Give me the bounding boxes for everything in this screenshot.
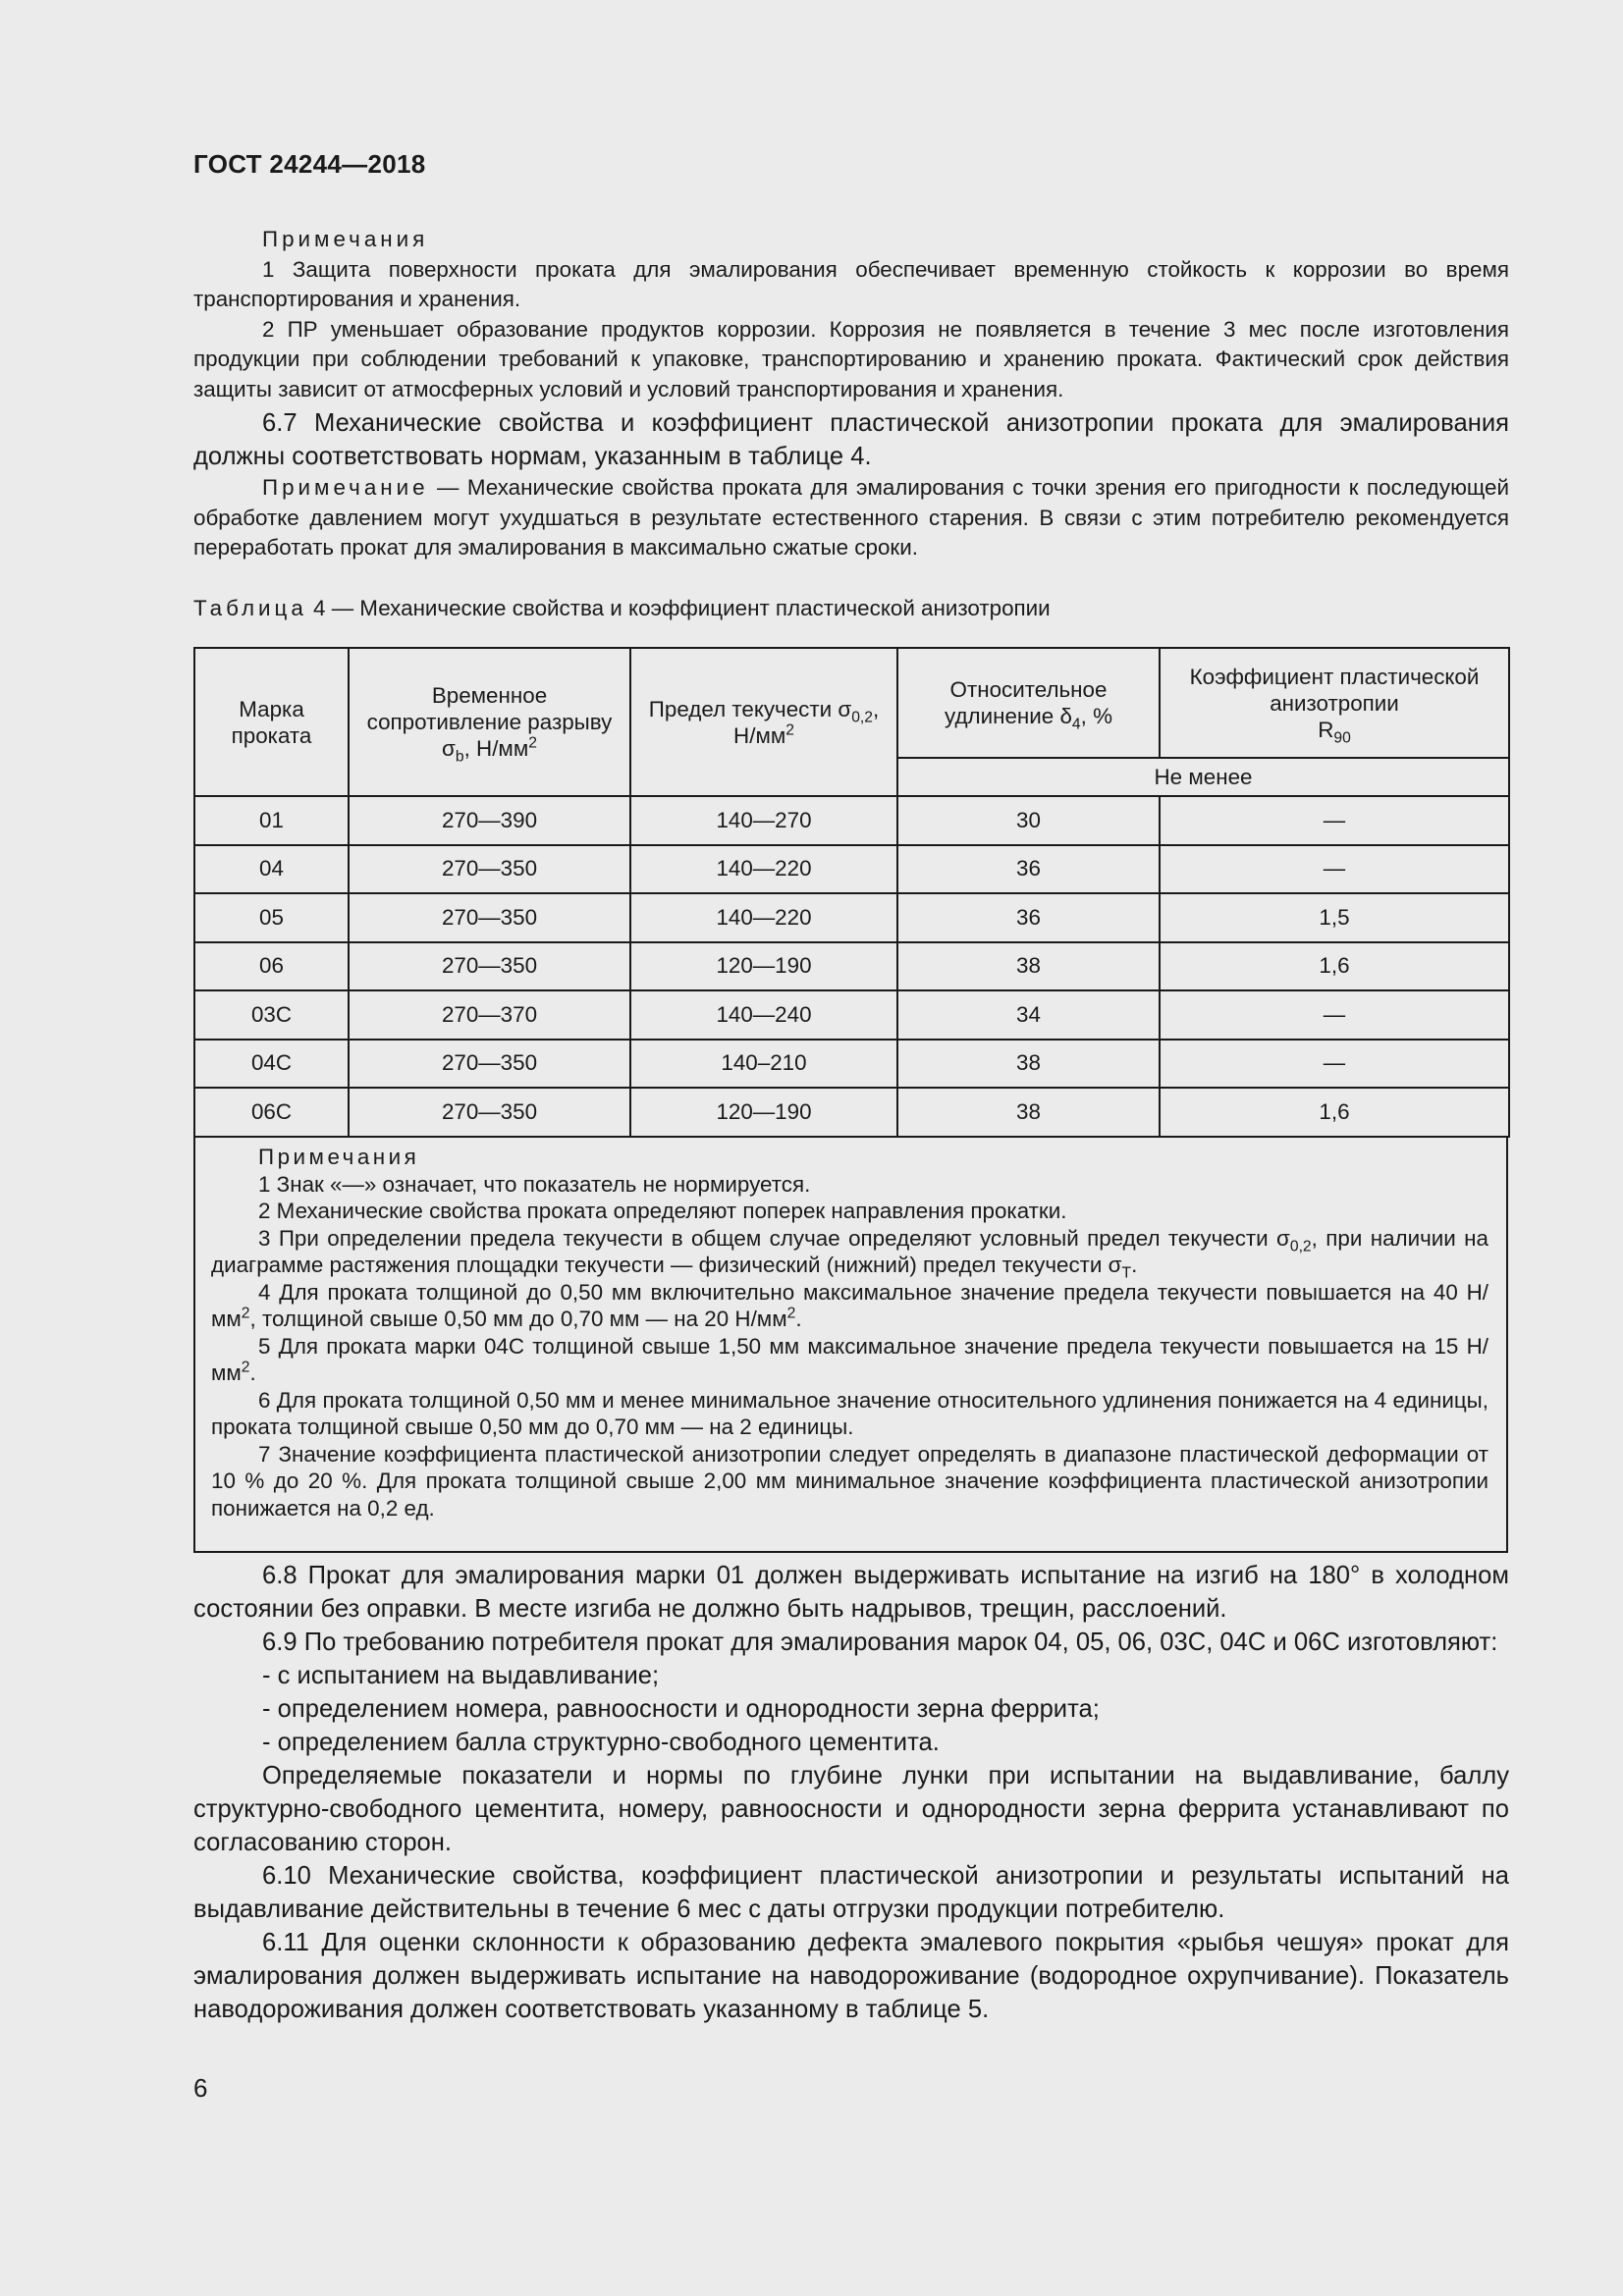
table-cell: 120—190	[630, 1088, 897, 1137]
col-header-anisotropy: Коэффициент пластической анизотропии $R_{90}$	[1160, 648, 1509, 758]
table-4-caption-text: 4 — Механические свойства и коэффициент пластической анизотропии	[306, 596, 1051, 620]
table-cell: 270—350	[349, 893, 630, 942]
note-6-7-label: Примечание	[262, 475, 429, 500]
table-cell: 05	[194, 893, 349, 942]
table-cell: 36	[897, 845, 1160, 894]
col-header-grade: Марка проката	[194, 648, 349, 796]
clause-6-7: 6.7 Механические свойства и коэффициент пластической анизотропии проката для эмалирования должны соответствовать нормам, указанным в таблице 4.	[193, 409, 1509, 470]
col-header-tensile-strength: Временное сопротивление разрыву $\sigma_b$, $Н/мм^2$	[349, 648, 630, 796]
table-cell: 140—270	[630, 796, 897, 845]
table-cell: 270—350	[349, 942, 630, 991]
clause-6-9-list	[193, 1659, 1509, 1759]
table-row	[194, 942, 1509, 991]
table-cell: —	[1160, 990, 1509, 1040]
table-note-1: 1 Знак «—» означает, что показатель не нормируется.	[258, 1171, 811, 1197]
table-4-caption-label: Таблица	[193, 596, 307, 620]
table-cell: 04С	[194, 1040, 349, 1089]
clause-6-11: 6.11 Для оценки склонности к образованию дефекта эмалевого покрытия «рыбья чешуя» прокат для эмалирования должен выдерживать испытание на наводороживание (водородное охрупчивание). Показатель наводороживания должен соответствовать указанному в таблице 5.	[193, 1929, 1509, 2023]
document-header: ГОСТ 24244—2018	[193, 149, 426, 179]
table-row	[194, 845, 1509, 894]
table-cell: 36	[897, 893, 1160, 942]
table-header-row	[194, 648, 1509, 758]
list-item: - определением балла структурно-свободного цементита.	[262, 1729, 940, 1756]
table-cell: 270—370	[349, 990, 630, 1040]
table-cell: 120—190	[630, 942, 897, 991]
table-cell: 140—220	[630, 893, 897, 942]
table-cell: 1,5	[1160, 893, 1509, 942]
clause-6-8: 6.8 Прокат для эмалирования марки 01 должен выдерживать испытание на изгиб на 180° в холодном состоянии без оправки. В месте изгиба не должно быть надрывов, трещин, расслоений.	[193, 1562, 1509, 1623]
table-cell: 06	[194, 942, 349, 991]
table-4-caption	[193, 596, 1051, 621]
col-header-yield-strength: Предел текучести $\sigma_{0,2}$, $Н/мм^2$	[630, 648, 897, 796]
table-4	[193, 647, 1510, 1138]
table-cell: 270—350	[349, 1040, 630, 1089]
table-note-5: 5 Для проката марки 04С толщиной свыше 1,50 мм максимальное значение предела текучести повышается на 15 $Н/мм^2$.	[211, 1333, 1488, 1385]
table-cell: 01	[194, 796, 349, 845]
table-4-body	[194, 796, 1509, 1137]
table-row	[194, 796, 1509, 845]
table-row	[194, 990, 1509, 1040]
table-note-6: 6 Для проката толщиной 0,50 мм и менее минимальное значение относительного удлинения понижается на 4 единицы, проката толщиной свыше 0,50 мм до 0,70 мм — на 2 единицы.	[211, 1387, 1488, 1439]
table-row	[194, 1088, 1509, 1137]
table-cell: 38	[897, 1088, 1160, 1137]
table-cell: 38	[897, 942, 1160, 991]
table-cell: 1,6	[1160, 942, 1509, 991]
note-6-7	[193, 473, 1509, 563]
table-cell: 06С	[194, 1088, 349, 1137]
table-4-notes	[193, 1137, 1508, 1553]
table-cell: —	[1160, 1040, 1509, 1089]
clause-6-9: 6.9 По требованию потребителя прокат для эмалирования марок 04, 05, 06, 03С, 04С и 06С изготовляют:	[262, 1629, 1498, 1656]
table-note-3: 3 При определении предела текучести в общем случае определяют условный предел текучести $\sigma_{0,2}$, при наличии на диаграмме растяжения площадки текучести — физический (нижний) предел текучести $\sigma_T$.	[211, 1225, 1488, 1282]
table-cell: 270—350	[349, 1088, 630, 1137]
table-note-2: 2 Механические свойства проката определяют поперек направления прокатки.	[258, 1199, 1067, 1223]
note-6-7-text: — Механические свойства проката для эмалирования с точки зрения его пригодности к последующей обработке давлением могут ухудшаться в результате естественного старения. В связи с этим потребителю рекомендуется переработать прокат для эмалирования в максимально сжатые сроки.	[193, 475, 1509, 560]
table-cell: 38	[897, 1040, 1160, 1089]
list-item: - с испытанием на выдавливание;	[262, 1662, 660, 1689]
clause-6-9-paragraph: Определяемые показатели и нормы по глубине лунки при испытании на выдавливание, баллу структурно-свободного цементита, номеру, равноосности и однородности зерна феррита устанавливают по согласованию сторон.	[193, 1762, 1509, 1856]
intro-notes-label: Примечания	[262, 227, 429, 251]
intro-note-2: 2 ПР уменьшает образование продуктов коррозии. Коррозия не появляется в течение 3 мес после изготовления продукции при соблюдении требований к упаковке, транспортированию и хранению проката. Фактический срок действия защиты зависит от атмосферных условий и условий транспортирования и хранения.	[193, 316, 1509, 401]
table-note-4: 4 Для проката толщиной до 0,50 мм включительно максимальное значение предела текучести повышается на 40 $Н/мм^2$, толщиной свыше 0,50 мм до 0,70 мм — на 20 $Н/мм^2$.	[211, 1279, 1488, 1331]
table-cell: 34	[897, 990, 1160, 1040]
clauses-section	[193, 1559, 1509, 2026]
table-cell: —	[1160, 845, 1509, 894]
table-cell: 03С	[194, 990, 349, 1040]
intro-section	[193, 225, 1509, 563]
intro-note-1: 1 Защита поверхности проката для эмалирования обеспечивает временную стойкость к коррозии во время транспортирования и хранения.	[193, 256, 1509, 311]
table-row	[194, 1040, 1509, 1089]
table-cell: —	[1160, 796, 1509, 845]
table-cell: 270—350	[349, 845, 630, 894]
table-note-7: 7 Значение коэффициента пластической анизотропии следует определять в диапазоне пластической деформации от 10 % до 20 %. Для проката толщиной свыше 2,00 мм минимальное значение коэффициента пластической анизотропии понижается на 0,2 ед.	[211, 1441, 1488, 1521]
col-subheader-min: Не менее	[897, 758, 1509, 796]
clause-6-10: 6.10 Механические свойства, коэффициент пластической анизотропии и результаты испытаний на выдавливание действительны в течение 6 мес с даты отгрузки продукции потребителю.	[193, 1862, 1509, 1923]
col-header-elongation: Относительное удлинение $\delta_4$, %	[897, 648, 1160, 758]
table-cell: 270—390	[349, 796, 630, 845]
table-cell: 140–210	[630, 1040, 897, 1089]
table-row	[194, 893, 1509, 942]
table-cell: 04	[194, 845, 349, 894]
table-cell: 1,6	[1160, 1088, 1509, 1137]
table-cell: 140—240	[630, 990, 897, 1040]
page-number: 6	[193, 2073, 208, 2103]
table-cell: 140—220	[630, 845, 897, 894]
table-notes-label: Примечания	[258, 1145, 420, 1169]
list-item: - определением номера, равноосности и однородности зерна феррита;	[262, 1695, 1100, 1723]
table-cell: 30	[897, 796, 1160, 845]
